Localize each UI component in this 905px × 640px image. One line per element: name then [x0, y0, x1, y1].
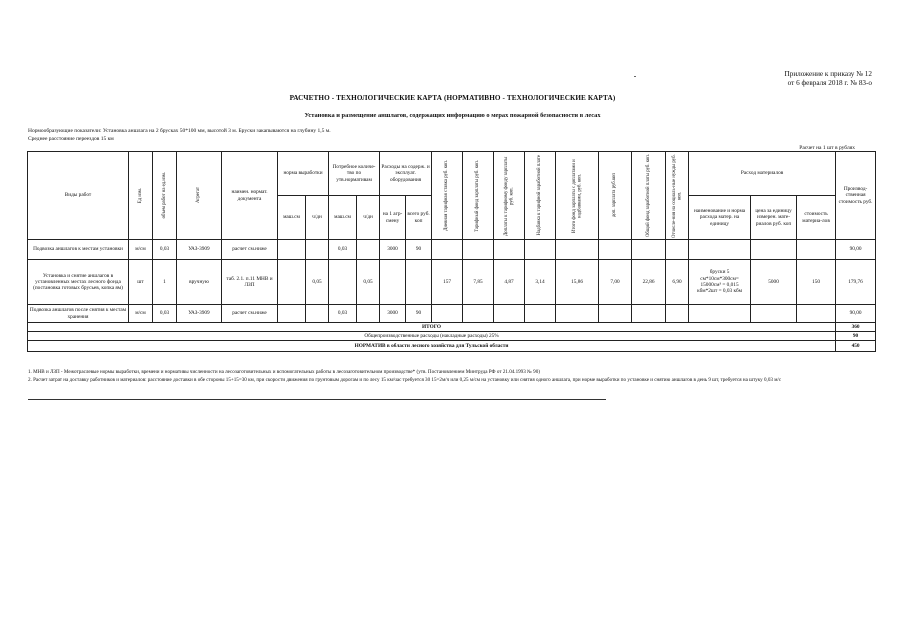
row-work: Подвозка аншлагов к местам установки: [28, 240, 129, 260]
header-production-cost: Производ- ственная стоимость руб.: [836, 152, 876, 240]
header-req-mash-sm: маш.см: [329, 196, 357, 240]
average-distance: Среднее расстояние переездов 15 км: [28, 136, 114, 142]
normative-value: 450: [836, 341, 876, 352]
row-qty-ch: [357, 305, 380, 323]
row-qty-mash: 0,03: [329, 240, 357, 260]
row-extra: 7,00: [599, 260, 632, 305]
row-mat-name: бруски 5 см*10см*300см= 15000см³ = 0,015 кбм*2шт = 0,03 кбм: [689, 260, 751, 305]
row-doc: расчет см.ниже: [222, 305, 278, 323]
row-fund: [556, 240, 599, 260]
itogo-label: ИТОГО: [28, 323, 836, 332]
row-qty-mash: [329, 260, 357, 305]
row-work: Установка и снятие аншлагов в установленных местах лесного фонда (постановка готовых брусьев, копка ям): [28, 260, 129, 305]
row-mat-cost: [797, 305, 836, 323]
header-remote: Надбавка к тарифной заработной плате: [525, 152, 556, 240]
row-doc: таб. 2.1. п.11 МНВ и ЛЗП: [222, 260, 278, 305]
header-req-ch-dn: ч/дн: [357, 196, 380, 240]
unit-note: Расчет на 1 шт в рублях: [799, 145, 855, 151]
header-doc-name: наимен. нормат. документа: [222, 152, 278, 240]
row-rate: [432, 240, 463, 260]
row-bonus: [494, 305, 525, 323]
header-bonus: Доплаты к тарифному фонду зарплаты руб. коп.: [494, 152, 525, 240]
header-volume: объем работ на ед.изм.: [153, 152, 177, 240]
row-mat-name: [689, 305, 751, 323]
row-total: 90: [406, 240, 432, 260]
itogo-value: 360: [836, 323, 876, 332]
header-upkeep: Расходы на содерж. и эксплуат. оборудования: [380, 152, 432, 196]
header-per-shift: на 1 агр-смену: [380, 196, 406, 240]
normative-label: НОРМАТИВ в области лесного хозяйства для Тульской области: [28, 341, 836, 352]
row-cost: 90,00: [836, 305, 876, 323]
footnote-2: 2. Расчет затрат на доставку работников и материалов: расстояние доставки в обе стороны 15+15=30 км, при скорости движения по грунтовым дорогам и по лесу 15 км/час требуется 30 15=2м/ч или 0,25 м/см на установку или снятия одного аншлага, при норме выработки по установке и снятию аншлагов в день 9 шт, требуется на штуку 0,03 м/с: [28, 377, 782, 383]
header-norm-output: норма выработки: [278, 152, 329, 196]
header-required-qty: Потребное количе- тво по утв.нормативам: [329, 152, 380, 196]
row-mat-price: [751, 305, 797, 323]
row-fund: 15,86: [556, 260, 599, 305]
table-row: [28, 260, 876, 305]
row-per-shift: [380, 260, 406, 305]
row-aggregate: УАЗ-3909: [177, 305, 222, 323]
row-volume: 1: [153, 260, 177, 305]
document-subtitle: Установка и размещение аншлагов, содержащих информацию о мерах пожарной безопасности в лесах: [304, 112, 601, 119]
row-wage: [632, 305, 666, 323]
appendix-reference: [785, 70, 872, 88]
header-social: Отчисле-ния на социаль-ные нужды руб. коп.: [666, 152, 689, 240]
row-doc: расчет см.ниже: [222, 240, 278, 260]
header-work-types: Виды работ: [28, 152, 129, 240]
overhead-label: Общепроизводственные расходы (накладные расходы) 25%: [28, 332, 836, 341]
row-work: Подвозка аншлагов после снятия к местам хранения: [28, 305, 129, 323]
header-aggregate: Агрегат: [177, 152, 222, 240]
row-unit: м/см: [129, 240, 153, 260]
row-per-shift: 3000: [380, 305, 406, 323]
row-total: 90: [406, 305, 432, 323]
row-norm-mash: [278, 240, 306, 260]
header-norm-ch-dn: ч/дн: [306, 196, 329, 240]
header-tariff-fund: Тарифный фонд зарплаты руб. коп.: [463, 152, 494, 240]
header-total-wage: Общий фонд заработной платы руб. коп.: [632, 152, 666, 240]
row-norm-ch: [306, 305, 329, 323]
calculation-table: [27, 151, 876, 352]
row-aggregate: УАЗ-3909: [177, 240, 222, 260]
footnote-divider: [28, 399, 606, 400]
row-qty-ch: [357, 240, 380, 260]
normative-row: [28, 341, 876, 352]
row-social: [666, 305, 689, 323]
row-social: [666, 240, 689, 260]
row-rate: 157: [432, 260, 463, 305]
row-wage: [632, 240, 666, 260]
overhead-row: [28, 332, 876, 341]
row-wage: 22,86: [632, 260, 666, 305]
overhead-value: 90: [836, 332, 876, 341]
row-per-shift: 3000: [380, 240, 406, 260]
itogo-row: [28, 323, 876, 332]
row-cost: 179,76: [836, 260, 876, 305]
row-aggregate: вручную: [177, 260, 222, 305]
row-total: [406, 260, 432, 305]
header-mat-price: цена за единицу измерен. мате- риалов руб. коп: [751, 196, 797, 240]
table-row: [28, 240, 876, 260]
table-row: [28, 305, 876, 323]
row-qty-mash: 0,03: [329, 305, 357, 323]
scan-dot: [634, 76, 636, 77]
header-extra-pay: доп. зарплата руб.коп: [599, 152, 632, 240]
row-cost: 90,00: [836, 240, 876, 260]
row-unit: м/см: [129, 305, 153, 323]
row-bonus: [494, 240, 525, 260]
row-norm-ch: 0,05: [306, 260, 329, 305]
row-unit: шт: [129, 260, 153, 305]
row-tariff: [463, 240, 494, 260]
row-norm-mash: [278, 260, 306, 305]
row-extra: [599, 305, 632, 323]
appendix-line-1: Приложение к приказу № 12: [784, 70, 872, 78]
row-rate: [432, 305, 463, 323]
row-mat-price: 5000: [751, 260, 797, 305]
header-unit: Ед изм.: [129, 152, 153, 240]
row-mat-name: [689, 240, 751, 260]
header-total-fund: Итого фонд зарплаты с доплатами и надбавками, руб. коп.: [556, 152, 599, 240]
row-social: 6,90: [666, 260, 689, 305]
row-norm-ch: [306, 240, 329, 260]
row-mat-cost: 150: [797, 260, 836, 305]
row-remote: [525, 240, 556, 260]
norm-indicators: Нормообразующие показатели: Установка аншлага на 2 брусках 50*100 мм, высотой 3 м. Бруски закапываются на глубину 1,5 м.: [28, 128, 331, 134]
header-materials: Расход материалов: [689, 152, 836, 196]
row-remote: [525, 305, 556, 323]
header-mat-name: наименование и норма расхода матер. на единицу: [689, 196, 751, 240]
row-fund: [556, 305, 599, 323]
row-bonus: 4,87: [494, 260, 525, 305]
appendix-line-2: от 6 февраля 2018 г. № 83-о: [787, 79, 872, 87]
header-norm-mash-sm: маш.см: [278, 196, 306, 240]
header-total-rub: всего руб. коп: [406, 196, 432, 240]
header-mat-cost: стоимость материа-лов: [797, 196, 836, 240]
row-qty-ch: 0,05: [357, 260, 380, 305]
row-volume: 0,03: [153, 240, 177, 260]
row-extra: [599, 240, 632, 260]
row-tariff: 7,85: [463, 260, 494, 305]
row-mat-price: [751, 240, 797, 260]
row-norm-mash: [278, 305, 306, 323]
row-remote: 3,14: [525, 260, 556, 305]
row-mat-cost: [797, 240, 836, 260]
document-title: РАСЧЕТНО - ТЕХНОЛОГИЧЕСКИЕ КАРТА (НОРМАТИВНО - ТЕХНОЛОГИЧЕСКИЕ КАРТА): [289, 94, 616, 102]
footnote-1: 1. МНВ и ЛЗП - Межотраслевые нормы выработки, времени и нормативы численности на лесозаготовительных и вспомогательных работы в лесозаготовительном производстве* (утв. Постановлением Минтруда РФ от 21.04.1993 № 90): [28, 369, 540, 375]
row-tariff: [463, 305, 494, 323]
row-volume: 0,03: [153, 305, 177, 323]
header-daily-rate: Дневная тарифная ставка руб. коп.: [432, 152, 463, 240]
